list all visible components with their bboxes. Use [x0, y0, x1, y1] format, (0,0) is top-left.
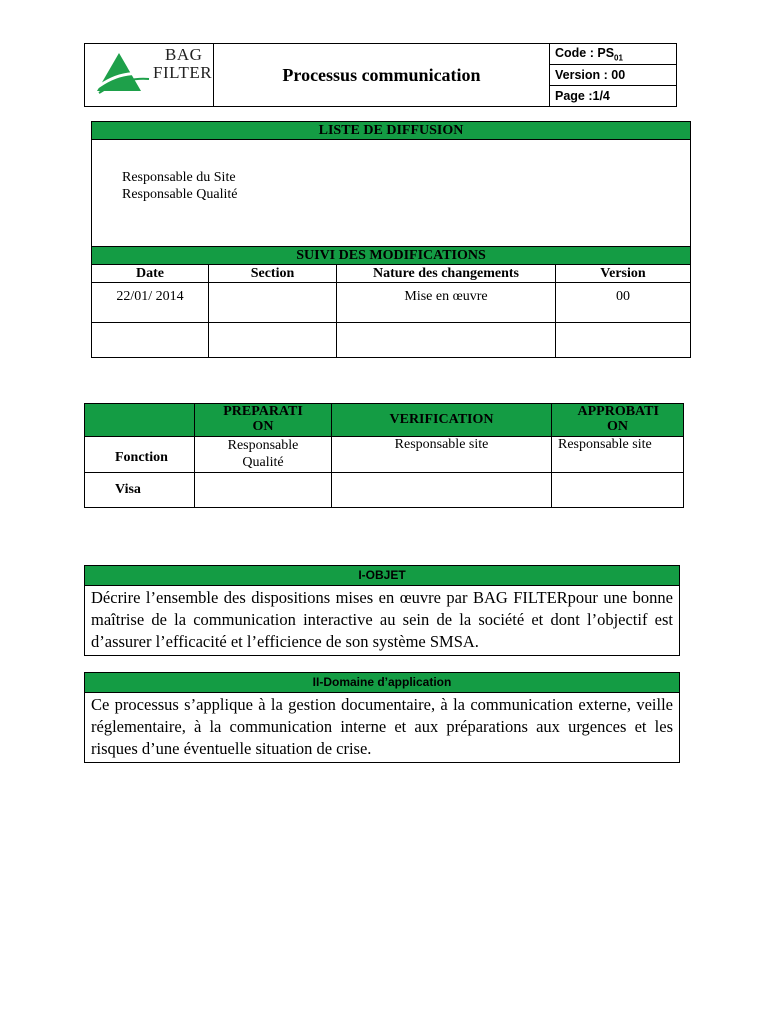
approval-table — [84, 403, 684, 508]
cell-section — [209, 323, 337, 358]
diffusion-table — [91, 121, 691, 358]
col-approbation: APPROBATI ON — [552, 404, 684, 437]
code-label: Code : PS — [555, 45, 615, 60]
visa-approbation — [552, 473, 684, 508]
visa-label: Visa — [85, 473, 195, 508]
cell-version: 00 — [556, 283, 691, 323]
diffusion-item: Responsable du Site — [122, 170, 236, 185]
document-page: Page :1/4 — [550, 86, 677, 107]
visa-verification — [332, 473, 552, 508]
fonction-approbation: Responsable site — [552, 437, 684, 473]
code-subscript: 01 — [614, 53, 623, 63]
col-section: Section — [209, 265, 337, 283]
approval-corner — [85, 404, 195, 437]
col-nature: Nature des changements — [337, 265, 556, 283]
col-date: Date — [92, 265, 209, 283]
logo — [85, 44, 214, 107]
cell-date — [92, 323, 209, 358]
diffusion-list — [92, 140, 691, 247]
fonction-label: Fonction — [85, 437, 195, 473]
diffusion-item: Responsable Qualité — [122, 187, 238, 202]
diffusion-heading: LISTE DE DIFFUSION — [92, 122, 691, 140]
objet-section — [84, 565, 680, 656]
domaine-section — [84, 672, 680, 763]
col-preparation: PREPARATI ON — [195, 404, 332, 437]
cell-section — [209, 283, 337, 323]
table-row — [92, 283, 691, 323]
col-version: Version — [556, 265, 691, 283]
col-verification: VERIFICATION — [332, 404, 552, 437]
logo-text-line1: BAG — [165, 45, 203, 64]
bag-filter-logo-icon — [91, 49, 151, 99]
document-version: Version : 00 — [550, 65, 677, 86]
fonction-preparation: Responsable Qualité — [195, 437, 332, 473]
objet-heading: I-OBJET — [85, 566, 679, 586]
document-title: Processus communication — [214, 44, 550, 107]
document-code — [550, 44, 677, 65]
cell-version — [556, 323, 691, 358]
cell-nature: Mise en œuvre — [337, 283, 556, 323]
domaine-heading: II-Domaine d’application — [85, 673, 679, 693]
cell-nature — [337, 323, 556, 358]
domaine-text: Ce processus s’applique à la gestion documentaire, à la communication externe, veille réglementaire, à la communication interne et aux préparations aux urgences et les risques d’une éventuelle situation de crise. — [91, 695, 673, 758]
cell-date: 22/01/ 2014 — [92, 283, 209, 323]
fonction-verification: Responsable site — [332, 437, 552, 473]
logo-text-line2: FILTER — [153, 63, 213, 82]
objet-text: Décrire l’ensemble des dispositions mises en œuvre par BAG FILTERpour une bonne maîtrise de la communication interactive au sein de la société et dont l’objectif est d’assurer l’efficacité et l’efficience de son système SMSA. — [91, 588, 673, 651]
visa-preparation — [195, 473, 332, 508]
document-header — [84, 43, 677, 107]
table-row — [92, 323, 691, 358]
modifications-heading: SUIVI DES MODIFICATIONS — [92, 247, 691, 265]
